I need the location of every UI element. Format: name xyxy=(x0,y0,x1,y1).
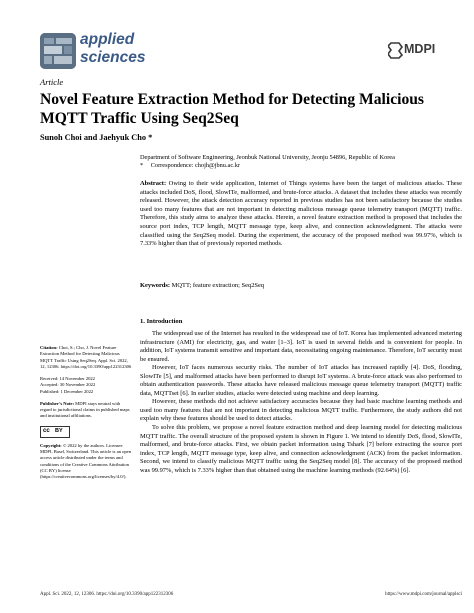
journal-name-line2: sciences xyxy=(80,49,146,66)
footer-journal-link[interactable]: https://www.mdpi.com/journal/applsci xyxy=(385,592,462,597)
copyright xyxy=(40,443,132,481)
by-icon-text: BY xyxy=(55,428,63,434)
section-heading: 1. Introduction xyxy=(140,318,183,325)
body-text xyxy=(140,330,462,475)
dates xyxy=(40,376,132,395)
keywords-text: MQTT; feature extraction; Seq2Seq xyxy=(171,282,265,289)
correspondence-email[interactable]: Correspondence: chojh@jbnu.ac.kr xyxy=(150,162,240,169)
copyright-text: © 2022 by the authors. Licensee MDPI, Basel, Switzerland. This article is an open access article distributed under the terms and conditions of the Creative Commons Attribution (CC BY) license (https://creativecommons.org/licenses/by/4.0/). xyxy=(40,442,132,479)
page-footer xyxy=(40,592,462,597)
abstract xyxy=(140,180,462,249)
article-type: Article xyxy=(40,77,64,87)
affiliation-block xyxy=(140,154,460,170)
sidebar xyxy=(40,345,132,486)
abstract-text: Owing to their wide application, Internet of Things systems have been the target of malicious attacks. These attacks included DoS, flood, SlowITe, malformed, and brute-force attacks. A dataset that includes these attacks was recently released. However, the attack detection accuracy reported in previous studies has not been satisfactory because the studies used too many features that are not important in detecting malicious message queue telemetry transport (MQTT) traffic. Therefore, this study aims to analyze these attacks. Herein, a novel feature extraction method is proposed that includes the source port index, TCP length, MQTT message type, keep alive, and connection acknowledgment. The attacks were classified using the Seq2Seq model. During the experiment, the accuracy of the proposed method was 99.97%, which is 7.33% higher than that of previously reported methods. xyxy=(140,180,463,248)
paragraph: However, these methods did not achieve satisfactory accuracies because they had basic machine learning methods and used too many features that are not important in detecting malicious MQTT traffic. Furthermore, the study authors did not explain why these features should be used to detect attacks. xyxy=(140,398,462,423)
article-title: Novel Feature Extraction Method for Detecting Malicious MQTT Traffic Using Seq2Seq xyxy=(40,91,424,127)
paragraph: To solve this problem, we propose a novel feature extraction method and deep learning model for detecting malicious MQTT traffic. The overall structure of the proposed system is shown in Figure 1. We intend to identify DoS, flood, SlowITe, malformed, and brute-force attacks. First, we obtain packet information using Tshark [7] before extracting the source port index, TCP length, MQTT message type, keep alive, and connection acknowledgment (ACK) from the packet information. Second, we intend to classify malicious MQTT traffic using the Seq2Seq model [8]. The accuracy of the proposed method was 99.97%, which is 7.33% higher than that obtained using the machine learning methods (92.64%) [6]. xyxy=(140,424,462,474)
footer-citation[interactable]: Appl. Sci. 2022, 12, 12306. https://doi.org/10.3390/app122312306 xyxy=(40,592,174,597)
mdpi-logo xyxy=(388,40,438,60)
abstract-label: Abstract: xyxy=(140,180,167,187)
corresponding-mark: * xyxy=(148,133,153,142)
paragraph: The widespread use of the Internet has resulted in the widespread use of IoT. Korea has implemented advanced metering infrastructure (AMI) for electricity, gas, and water [1–3]. IoT is used in several fields and is convenient for people. In addition, IoT systems transmit sensitive and important data, necessitating ongoing maintenance. Therefore, IoT security must be ensured. xyxy=(140,330,462,363)
published-date: Published: 1 December 2022 xyxy=(40,388,94,394)
author-names: Sunoh Choi and Jaehyuk Cho xyxy=(40,133,147,142)
publisher-note-label: Publisher’s Note: xyxy=(40,400,74,406)
publisher-note-text: MDPI stays neutral with regard to jurisdictional claims in published maps and institutional affiliations. xyxy=(40,400,130,419)
keywords-label: Keywords: xyxy=(140,282,171,289)
accepted-date: Accepted: 30 November 2022 xyxy=(40,382,96,388)
citation-text[interactable]: Choi, S.; Cho, J. Novel Feature Extraction Method for Detecting Malicious MQTT Traffic Using Seq2Seq. Appl. Sci. 2022, 12, 12306. https://doi.org/10.3390/app122312306 xyxy=(40,345,132,369)
affiliation: Department of Software Engineering, Jeonbuk National University, Jeonju 54896, Republic of Korea xyxy=(140,154,395,161)
journal-logo-icon xyxy=(40,33,76,69)
journal-name-line1: applied xyxy=(80,31,135,48)
author-list xyxy=(40,133,152,142)
keywords xyxy=(140,282,462,291)
received-date: Received: 14 November 2022 xyxy=(40,376,95,381)
publisher-note xyxy=(40,401,132,420)
journal-name xyxy=(80,31,146,67)
correspondence xyxy=(140,162,460,170)
citation xyxy=(40,345,132,370)
citation-label: Citation: xyxy=(40,345,58,350)
mdpi-logo-text: MDPI xyxy=(404,42,436,56)
correspondence-mark: * xyxy=(140,162,144,169)
cc-icon-text: cc xyxy=(43,427,50,434)
cc-by-license-icon[interactable] xyxy=(40,426,70,438)
copyright-label: Copyright: xyxy=(40,442,62,448)
paragraph: However, IoT faces numerous security risks. The number of IoT attacks has increased rapidly [4]. DoS, flooding, SlowITe [5], and malformed attacks have been performed to disrupt IoT systems. A brute-force attack was also performed to obtain authentication passwords. These attacks have released malicious message queue telemetry transport (MQTT) traffic data, MQTTset [6]. In earlier studies, attacks were detected using machine and deep learning. xyxy=(140,364,462,397)
